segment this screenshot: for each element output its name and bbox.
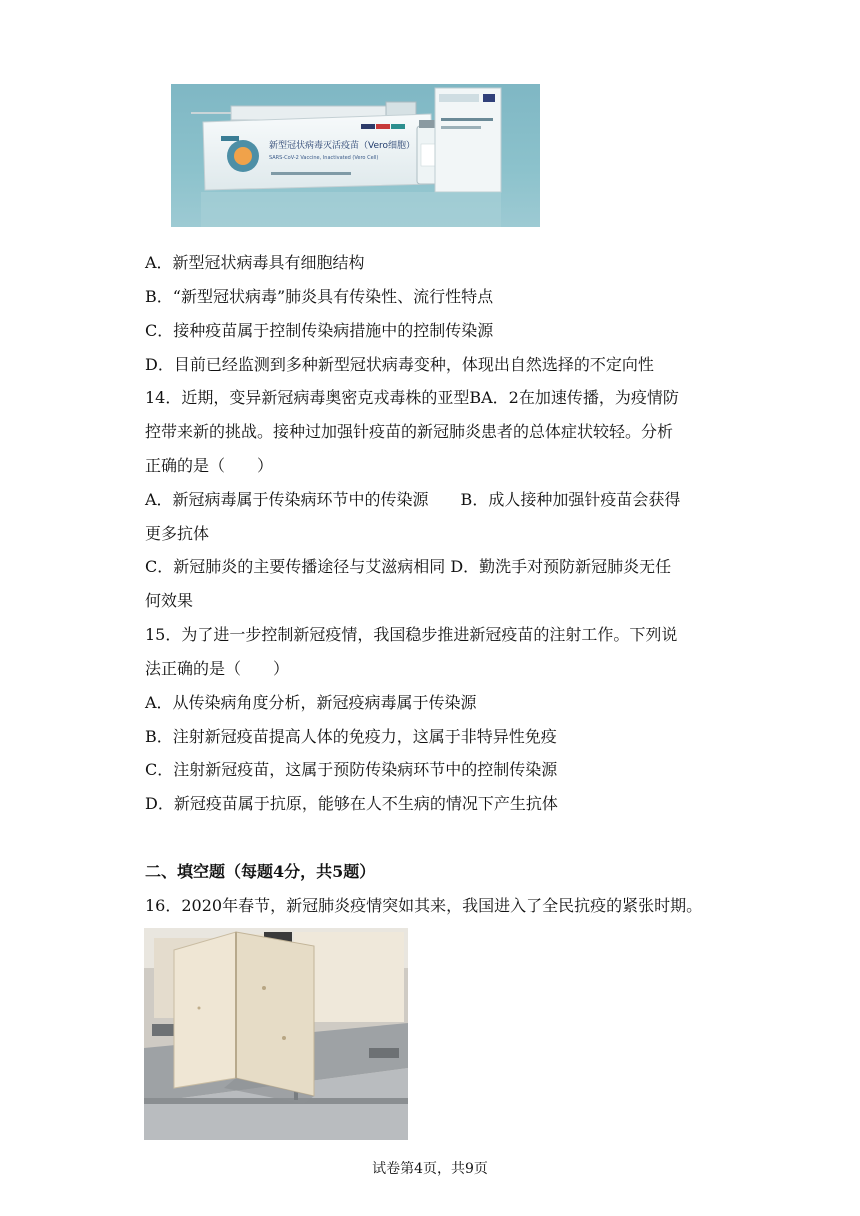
q14-line-4: A．新冠病毒属于传染病环节中的传染源 B．成人接种加强针疫苗会获得 xyxy=(145,490,681,509)
q14-line-6: C．新冠肺炎的主要传播途径与艾滋病相同 D．勤洗手对预防新冠肺炎无任 xyxy=(145,557,672,576)
q14-line-2: 控带来新的挑战。接种过加强针疫苗的新冠肺炎患者的总体症状较轻。分析 xyxy=(145,422,674,441)
q14-line-3: 正确的是（ ） xyxy=(145,456,274,475)
q14-line-5: 更多抗体 xyxy=(145,524,210,543)
q15-option-b: B．注射新冠疫苗提高人体的免疫力，这属于非特异性免疫 xyxy=(145,727,557,746)
q16-text: 16．2020年春节，新冠肺炎疫情突如其来，我国进入了全民抗疫的紧张时期。 xyxy=(145,896,703,915)
vaccine-illustration xyxy=(171,84,540,227)
box-title: 新型冠状病毒灭活疫苗（Vero细胞） xyxy=(269,141,416,151)
q15-option-c: C．注射新冠疫苗，这属于预防传染病环节中的控制传染源 xyxy=(145,760,558,779)
page-footer: 试卷第4页，共9页 xyxy=(372,1161,488,1177)
section2-title: 二、填空题（每题4分，共5题） xyxy=(145,862,376,881)
q15-option-a: A．从传染病角度分析，新冠疫病毒属于传染源 xyxy=(145,693,477,712)
cafeteria-image xyxy=(144,928,408,1140)
box-subtitle: SARS-CoV-2 Vaccine, Inactivated (Vero Cell) xyxy=(269,155,379,161)
q13-option-b: B．“新型冠状病毒”肺炎具有传染性、流行性特点 xyxy=(145,287,494,306)
q14-line-7: 何效果 xyxy=(145,591,194,610)
q13-option-a: A．新型冠状病毒具有细胞结构 xyxy=(145,253,365,272)
q15-line-1: 15．为了进一步控制新冠疫情，我国稳步推进新冠疫苗的注射工作。下列说 xyxy=(145,625,678,644)
q13-option-d: D．目前已经监测到多种新型冠状病毒变种，体现出自然选择的不定向性 xyxy=(145,355,654,374)
q13-option-c: C．接种疫苗属于控制传染病措施中的控制传染源 xyxy=(145,321,494,340)
cafeteria-illustration xyxy=(144,928,408,1140)
vaccine-image xyxy=(171,84,540,227)
q15-option-d: D．新冠疫苗属于抗原，能够在人不生病的情况下产生抗体 xyxy=(145,794,558,813)
q14-line-1: 14．近期，变异新冠病毒奥密克戎毒株的亚型BA．2在加速传播，为疫情防 xyxy=(145,388,679,407)
q15-line-2: 法正确的是（ ） xyxy=(145,659,290,678)
